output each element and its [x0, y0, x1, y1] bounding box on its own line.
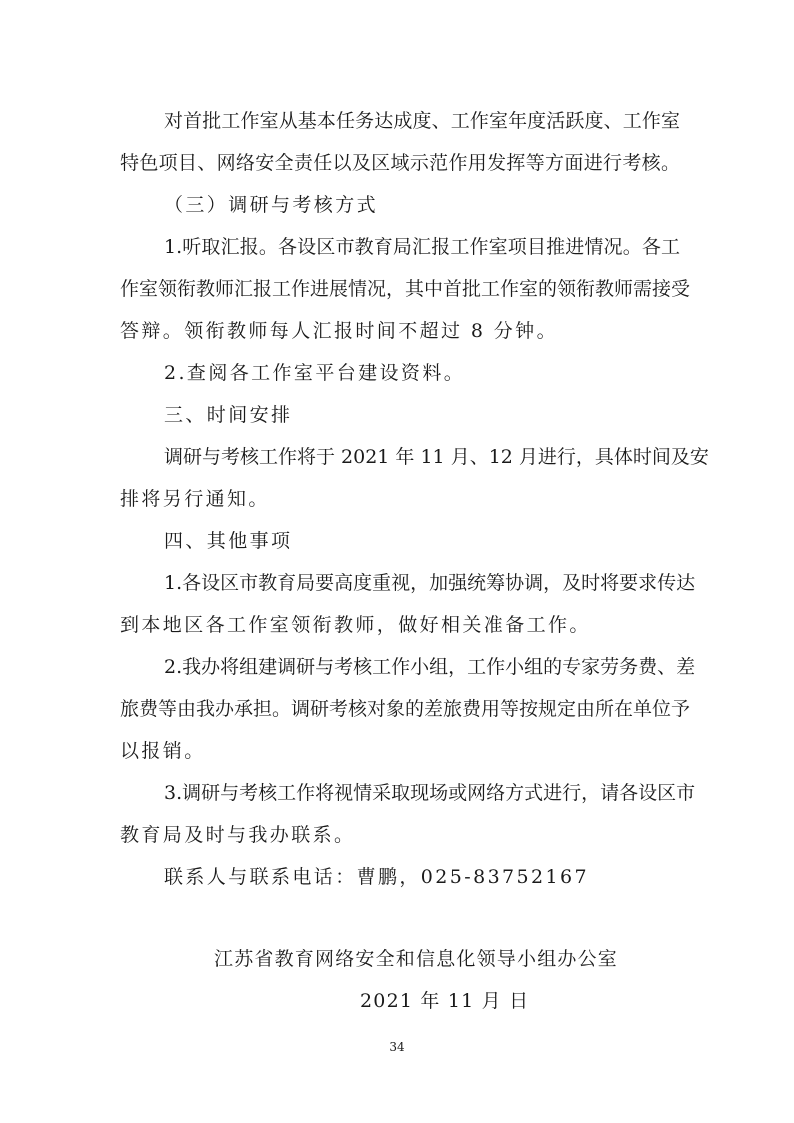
paragraph-line: 调研与考核工作将于 2021 年 11 月、12 月进行，具体时间及安: [164, 446, 709, 468]
paragraph-line: 1.听取汇报。各设区市教育局汇报工作室项目推进情况。各工: [164, 236, 680, 258]
paragraph-line: 旅费等由我办承担。调研考核对象的差旅费用等按规定由所在单位予: [120, 698, 691, 720]
section-heading: 三、时间安排: [164, 404, 293, 426]
paragraph-line: 1.各设区市教育局要高度重视，加强统筹协调，及时将要求传达: [164, 572, 696, 594]
paragraph-line: 答辩。领衔教师每人汇报时间不超过 8 分钟。: [120, 320, 558, 342]
paragraph-line: 作室领衔教师汇报工作进展情况，其中首批工作室的领衔教师需接受: [120, 278, 691, 300]
paragraph-line: 教育局及时与我办联系。: [120, 824, 356, 846]
paragraph-line: 排将另行通知。: [120, 488, 270, 510]
paragraph-line: 3.调研与考核工作将视情采取现场或网络方式进行，请各设区市: [164, 782, 696, 804]
signature-date: 2021 年 11 月 日: [360, 990, 530, 1012]
paragraph-line: 特色项目、网络安全责任以及区域示范作用发挥等方面进行考核。: [120, 152, 680, 174]
signature-org: 江苏省教育网络安全和信息化领导小组办公室: [214, 948, 619, 970]
paragraph-line: 以报销。: [120, 740, 206, 762]
paragraph-line: 对首批工作室从基本任务达成度、工作室年度活跃度、工作室: [164, 110, 680, 132]
section-heading: 四、其他事项: [164, 530, 293, 552]
section-heading: （三）调研与考核方式: [164, 194, 379, 216]
page-number: 34: [389, 1040, 405, 1054]
paragraph-line: 2.我办将组建调研与考核工作小组，工作小组的专家劳务费、差: [164, 656, 696, 678]
paragraph-line: 2.查阅各工作室平台建设资料。: [164, 362, 466, 384]
paragraph-line: 到本地区各工作室领衔教师，做好相关准备工作。: [120, 614, 591, 636]
contact-line: 联系人与联系电话：曹鹏，025-83752167: [164, 866, 589, 888]
